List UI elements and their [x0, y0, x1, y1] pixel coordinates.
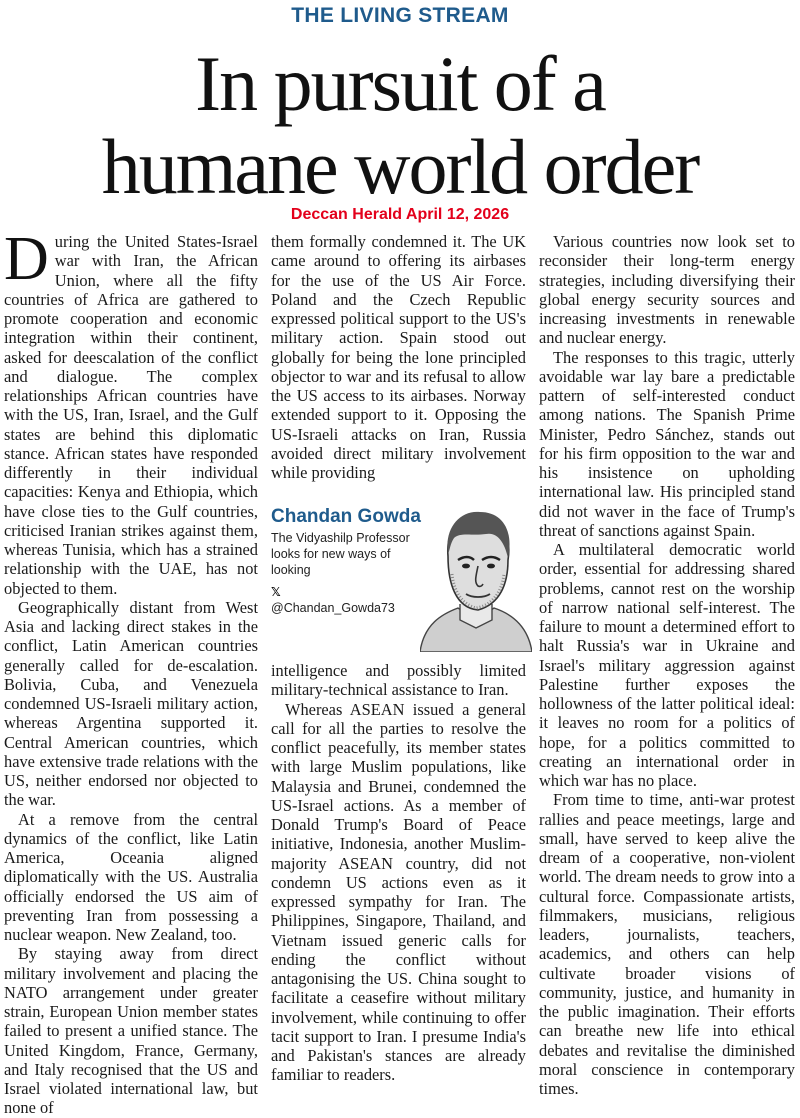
author-name: Chandan Gowda: [271, 506, 421, 527]
drop-cap: D: [4, 225, 49, 293]
article-paragraph: At a remove from the central dynamics of the conflict, like Latin America, Oceania aligned diplomatically with the US. Australia officially endorsed the US aim of preventing Iran from possessing a nuclear weapon. New Zealand, too.: [4, 809, 258, 944]
headline-line-1: In pursuit of a: [195, 40, 605, 127]
author-handle: @Chandan_Gowda73: [271, 601, 395, 615]
paragraph-text: uring the United States-Israel war with Iran, the African Union, where all the fifty countries of Africa are gathered to promote cooperation and economic integration within their continent, asked for deescalation of the conflict and dialogue. The complex relationships African countries have with the US, Iran, Israel, and the Gulf states are behind this diplomatic stance. African states have responded differently in their individual capacities: Kenya and Ethiopia, which have close ties to the Gulf countries, criticised Iranian strikes against them, whereas Tunisia, which has a strained relationship with the UAE, has not objected to them.: [4, 232, 258, 598]
author-portrait: [420, 504, 532, 652]
x-logo-icon: 𝕏: [271, 585, 281, 599]
headline-line-2: humane world order: [101, 123, 699, 210]
article-paragraph: intelligence and possibly limited military-technical assistance to Iran.: [271, 661, 526, 700]
article-column-1: [4, 225, 258, 1118]
article-column-2-top: [271, 232, 526, 482]
article-paragraph: them formally condemned it. The UK came around to offering its airbases for the use of the US Air Force. Poland and the Czech Republic expressed political support to the US's military action. Spain stood out globally for being the lone principled objector to war and its refusal to allow the US access to its airbases. Norway extended support to it. Opposing the US-Israeli attacks on Iran, Russia avoided direct military involvement while providing: [271, 232, 526, 482]
article-paragraph: [4, 225, 258, 598]
headline: [0, 42, 800, 208]
article-paragraph: The responses to this tragic, utterly avoidable war lay bare a predictable pattern of self-interested conduct among nations. The Spanish Prime Minister, Pedro Sánchez, stands out for his firm opposition to the war and his insistence on upholding international law. His principled stand did not waver in the face of Trump's threat of sanctions against Spain.: [539, 347, 795, 540]
section-label: THE LIVING STREAM: [291, 4, 509, 27]
article-paragraph: Geographically distant from West Asia and lacking direct stakes in the conflict, Latin American countries generally called for de-escalation. Bolivia, Cuba, and Venezuela condemned US-Israeli military action, whereas Argentina supported it. Central American countries, which have extensive trade relations with the US, neither endorsed nor objected to the war.: [4, 597, 258, 810]
author-bio: The Vidyashilp Professor looks for new ways of looking: [271, 531, 410, 577]
article-paragraph: By staying away from direct military involvement and placing the NATO arrangement under greater strain, European Union member states failed to present a unified stance. The United Kingdom, France, Germany, and Italy recognised that the US and Israel violated international law, but none of: [4, 944, 258, 1118]
article-column-2-bottom: [271, 661, 526, 1085]
article-column-3: [539, 232, 795, 1098]
article-paragraph: A multilateral democratic world order, essential for addressing shared problems, cannot rest on the worship of narrow national self-interest. The failure to mount a determined effort to halt Russia's war in Ukraine and Israel's military aggression against Palestine further exposes the hollowness of the latter political ideal: it leaves no room for a politics of hope, for a politics committed to creating an international order in which war has no place.: [539, 540, 795, 790]
article-paragraph: Whereas ASEAN issued a general call for all the parties to resolve the conflict peacefully, its member states with large Muslim populations, like Malaysia and Brunei, condemned the US-Israel actions. As a member of Donald Trump's Board of Peace initiative, Indonesia, another Muslim-majority ASEAN country, did not condemn US actions even as it expressed sympathy for Iran. The Philippines, Singapore, Thailand, and Vietnam issued generic calls for ending the conflict without antagonising the US. China sought to facilitate a ceasefire without military involvement, while continuing to offer tacit support to Iran. I presume India's and Pakistan's stances are already familiar to readers.: [271, 699, 526, 1085]
dateline: Deccan Herald April 12, 2026: [290, 206, 510, 223]
article-paragraph: Various countries now look set to reconsider their long-term energy strategies, including diversifying their global energy security sources and increasing investments in renewable and nuclear energy.: [539, 232, 795, 348]
article-paragraph: From time to time, anti-war protest rallies and peace meetings, large and small, have served to keep alive the dream of a cooperative, non-violent world. The dream needs to grow into a cultural force. Compassionate artists, filmmakers, musicians, religious leaders, journalists, teachers, academics, and others can help cultivate broader visions of community, justice, and humanity in the public imagination. Their efforts can breathe new life into ethical debates and revitalise the diminished moral conscience in contemporary times.: [539, 790, 795, 1098]
author-box: [270, 502, 532, 654]
